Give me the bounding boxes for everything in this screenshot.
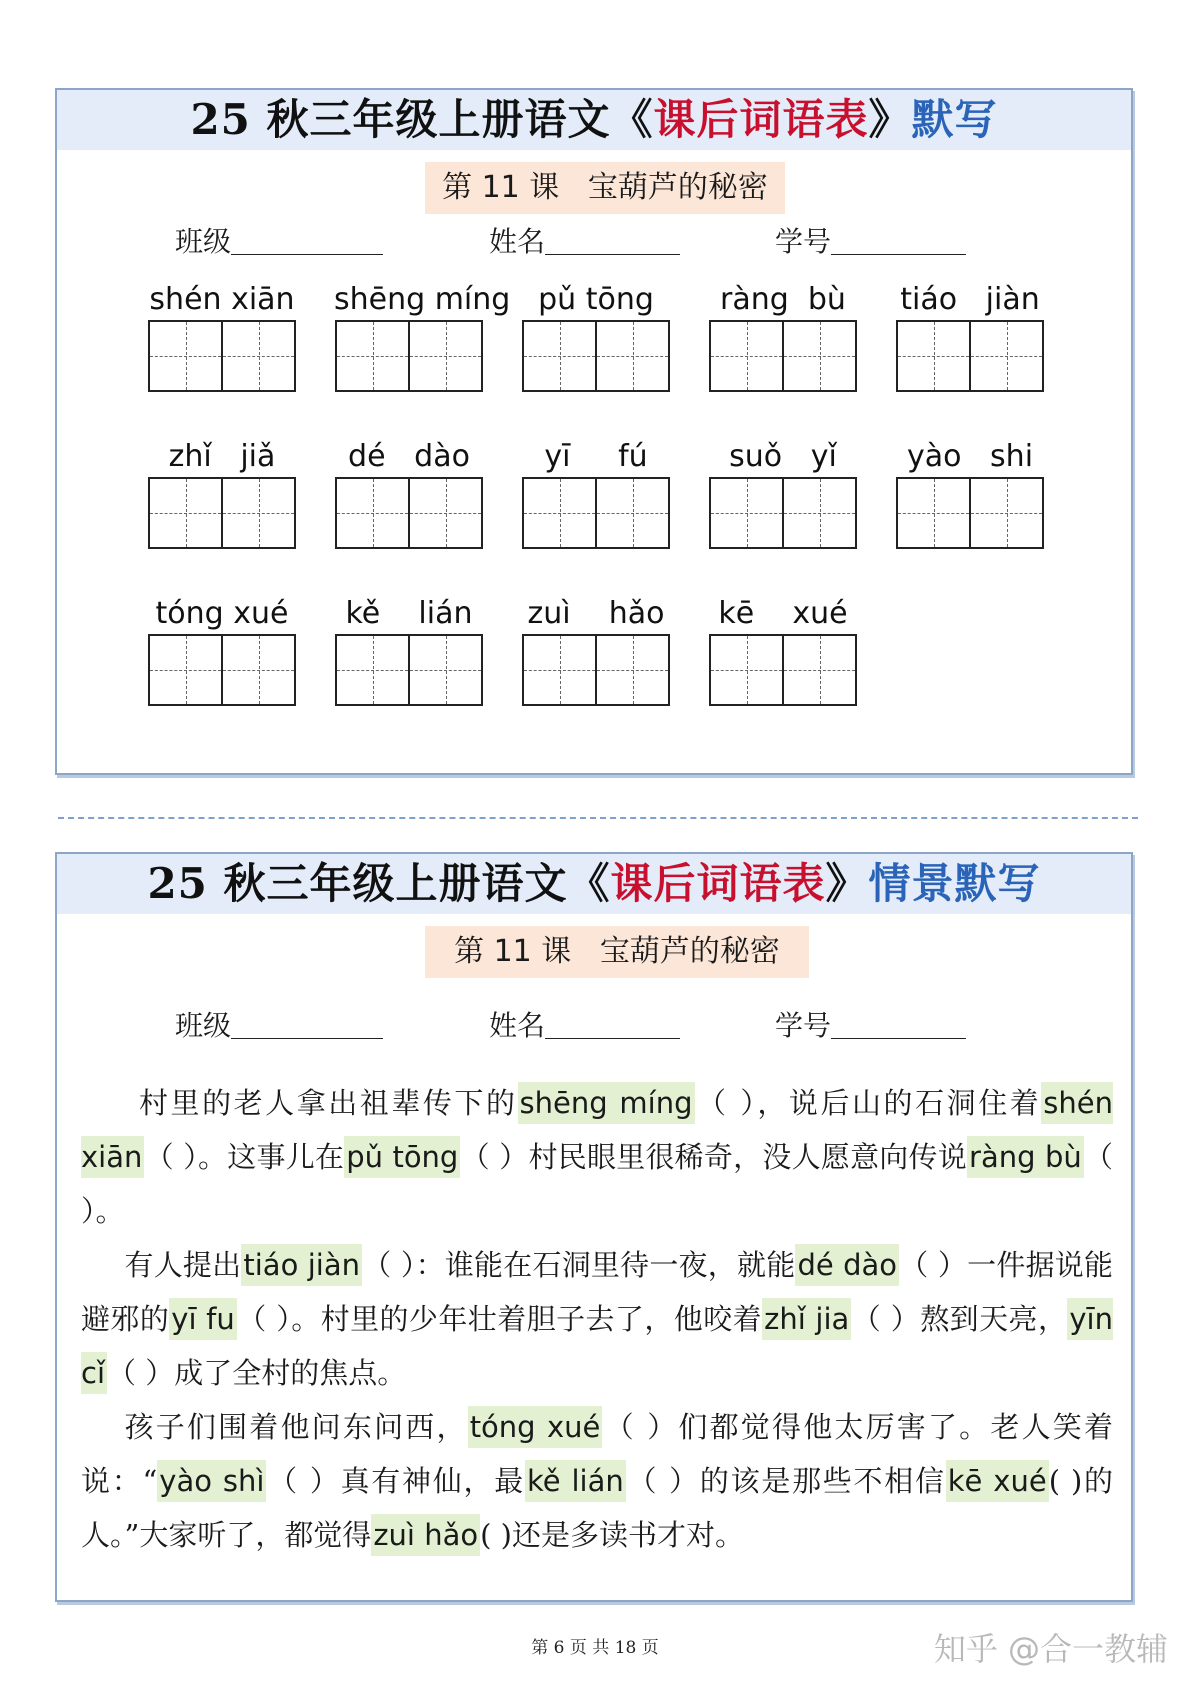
character-cell[interactable] <box>782 322 855 390</box>
character-cell[interactable] <box>782 479 855 547</box>
title-bracket: 》 <box>868 95 912 144</box>
paragraph-1 <box>81 1076 1113 1238</box>
writing-box[interactable] <box>896 320 1044 392</box>
pinyin-prompt: zuì hǎo <box>371 1514 480 1556</box>
answer-blank[interactable]: （ ）的该是那些不相信 <box>625 1464 946 1498</box>
pinyin-prompt: ràng bù <box>967 1136 1084 1178</box>
pinyin-label: yào shi <box>906 439 1034 474</box>
word-unit <box>895 280 1045 392</box>
pinyin-prompt: kě lián <box>525 1460 626 1502</box>
sheet-title <box>57 90 1131 150</box>
id-blank[interactable] <box>831 226 966 255</box>
answer-blank[interactable]: （ ）：谁能在石洞里待一夜，就能 <box>362 1248 796 1282</box>
word-unit <box>334 437 484 549</box>
lesson-title: 第 11 课 宝葫芦的秘密 <box>425 162 785 214</box>
answer-blank[interactable]: （ ）一件据说能避邪的 <box>81 1248 1113 1336</box>
sheet-title <box>57 854 1131 914</box>
character-cell[interactable] <box>221 322 294 390</box>
answer-blank[interactable]: （ ）。这事儿在 <box>144 1140 345 1174</box>
answer-blank[interactable]: （ ）。 <box>81 1140 1113 1228</box>
pinyin-prompt: yī fu <box>169 1298 236 1340</box>
answer-blank[interactable]: （ ）村民眼里很稀奇，没人愿意向传说 <box>460 1140 968 1174</box>
paragraph-3 <box>81 1400 1113 1562</box>
answer-blank[interactable]: ( )还是多读书才对。 <box>480 1518 744 1552</box>
story-passage <box>81 1076 1113 1562</box>
answer-blank[interactable]: （ ）成了全村的焦点。 <box>107 1356 407 1390</box>
writing-box[interactable] <box>148 634 296 706</box>
character-cell[interactable] <box>898 322 969 390</box>
character-cell[interactable] <box>969 322 1042 390</box>
character-cell[interactable] <box>221 636 294 704</box>
writing-box[interactable] <box>148 320 296 392</box>
character-cell[interactable] <box>711 636 782 704</box>
character-cell[interactable] <box>595 479 668 547</box>
writing-box[interactable] <box>709 477 857 549</box>
writing-box[interactable] <box>709 634 857 706</box>
writing-box[interactable] <box>522 320 670 392</box>
id-label: 学号 <box>775 1009 832 1042</box>
character-cell[interactable] <box>150 322 221 390</box>
writing-box[interactable] <box>335 477 483 549</box>
character-cell[interactable] <box>408 636 481 704</box>
pinyin-prompt: tóng xué <box>468 1406 603 1448</box>
pinyin-prompt: dé dào <box>795 1244 899 1286</box>
character-cell[interactable] <box>337 322 408 390</box>
word-unit <box>147 437 297 549</box>
page-divider <box>58 817 1138 819</box>
pinyin-label: kě lián <box>345 596 473 631</box>
pinyin-label: tóng xué <box>155 596 289 631</box>
writing-box[interactable] <box>522 634 670 706</box>
writing-box[interactable] <box>896 477 1044 549</box>
character-cell[interactable] <box>898 479 969 547</box>
text-run: 有人提出 <box>124 1248 242 1282</box>
character-cell[interactable] <box>408 322 481 390</box>
character-cell[interactable] <box>150 636 221 704</box>
watermark: 知乎 @合一教辅 <box>933 1630 1168 1668</box>
lesson-title: 第 11 课 宝葫芦的秘密 <box>425 926 809 978</box>
word-unit <box>334 280 511 392</box>
character-cell[interactable] <box>524 322 595 390</box>
text-run: 孩子们围着他问东问西， <box>124 1410 468 1444</box>
character-cell[interactable] <box>595 322 668 390</box>
title-grade: 25 秋三年级上册语文《 <box>190 95 654 144</box>
pinyin-label: suǒ yǐ <box>729 439 837 474</box>
answer-blank[interactable]: （ ）真有神仙，最 <box>266 1464 525 1498</box>
id-field[interactable] <box>775 220 966 260</box>
title-wordlist: 课后词语表 <box>610 859 826 908</box>
title-wordlist: 课后词语表 <box>653 95 869 144</box>
writing-box[interactable] <box>148 477 296 549</box>
pinyin-prompt: zhǐ jia <box>762 1298 851 1340</box>
pinyin-prompt: pǔ tōng <box>344 1136 460 1178</box>
character-cell[interactable] <box>337 479 408 547</box>
answer-blank[interactable]: （ ）们都觉得他太厉害了。老人笑着说：“ <box>81 1410 1113 1498</box>
class-blank[interactable] <box>231 226 383 255</box>
word-unit <box>521 280 671 392</box>
word-unit <box>147 280 297 392</box>
character-cell[interactable] <box>150 479 221 547</box>
character-cell[interactable] <box>969 479 1042 547</box>
pinyin-label: shén xiān <box>149 282 295 317</box>
class-blank[interactable] <box>231 1010 383 1039</box>
answer-blank[interactable]: （ ），说后山的石洞住着 <box>694 1086 1042 1120</box>
character-cell[interactable] <box>782 636 855 704</box>
name-label: 姓名 <box>489 1009 546 1042</box>
pinyin-prompt: yào shì <box>157 1460 266 1502</box>
pinyin-prompt: shēng míng <box>518 1082 695 1124</box>
id-label: 学号 <box>775 225 832 258</box>
word-unit <box>521 594 671 706</box>
dictation-sheet <box>55 88 1133 775</box>
name-field[interactable] <box>489 1004 680 1044</box>
writing-box[interactable] <box>335 634 483 706</box>
context-dictation-sheet <box>55 852 1133 1602</box>
id-field[interactable] <box>775 1004 966 1044</box>
name-label: 姓名 <box>489 225 546 258</box>
writing-box[interactable] <box>335 320 483 392</box>
answer-blank[interactable]: ( )的人。”大家听了，都觉得 <box>81 1464 1113 1552</box>
title-grade: 25 秋三年级上册语文《 <box>147 859 611 908</box>
character-cell[interactable] <box>337 636 408 704</box>
writing-box[interactable] <box>709 320 857 392</box>
class-field[interactable] <box>175 220 383 260</box>
pinyin-label: kē xué <box>718 596 848 631</box>
pinyin-label: ràng bù <box>720 282 846 317</box>
text-run: 村里的老人拿出祖辈传下的 <box>139 1086 518 1120</box>
class-label: 班级 <box>175 1009 232 1042</box>
writing-box[interactable] <box>522 477 670 549</box>
name-field[interactable] <box>489 220 680 260</box>
pinyin-label: pǔ tōng <box>538 282 654 317</box>
word-unit <box>895 437 1045 549</box>
pinyin-prompt: kē xué <box>946 1460 1049 1502</box>
word-unit <box>147 594 297 706</box>
word-unit <box>708 280 858 392</box>
title-task: 情景默写 <box>868 859 1041 908</box>
character-cell[interactable] <box>595 636 668 704</box>
character-cell[interactable] <box>711 479 782 547</box>
page-number: 第 6 页 共 18 页 <box>531 1638 659 1658</box>
character-cell[interactable] <box>711 322 782 390</box>
paragraph-2 <box>81 1238 1113 1400</box>
name-blank[interactable] <box>545 1010 680 1039</box>
answer-blank[interactable]: （ ）。村里的少年壮着胆子去了，他咬着 <box>236 1302 763 1336</box>
pinyin-label: tiáo jiàn <box>900 282 1040 317</box>
title-task: 默写 <box>911 95 998 144</box>
class-label: 班级 <box>175 225 232 258</box>
class-field[interactable] <box>175 1004 383 1044</box>
pinyin-prompt: shén xiān <box>81 1082 1113 1178</box>
pinyin-label: yī fú <box>544 439 648 474</box>
pinyin-prompt: tiáo jiàn <box>241 1244 362 1286</box>
pinyin-label: shēng míng <box>334 282 511 317</box>
character-cell[interactable] <box>221 479 294 547</box>
pinyin-label: zuì hǎo <box>527 596 665 631</box>
word-unit <box>708 594 858 706</box>
character-cell[interactable] <box>408 479 481 547</box>
word-unit <box>334 594 484 706</box>
answer-blank[interactable]: （ ）熬到天亮， <box>851 1302 1068 1336</box>
pinyin-label: dé dào <box>348 439 470 474</box>
character-cell[interactable] <box>524 479 595 547</box>
character-cell[interactable] <box>524 636 595 704</box>
word-unit <box>521 437 671 549</box>
pinyin-label: zhǐ jiǎ <box>168 439 276 474</box>
pinyin-prompt: yīn cǐ <box>81 1298 1113 1394</box>
name-blank[interactable] <box>545 226 680 255</box>
id-blank[interactable] <box>831 1010 966 1039</box>
title-bracket: 》 <box>825 859 869 908</box>
word-unit <box>708 437 858 549</box>
